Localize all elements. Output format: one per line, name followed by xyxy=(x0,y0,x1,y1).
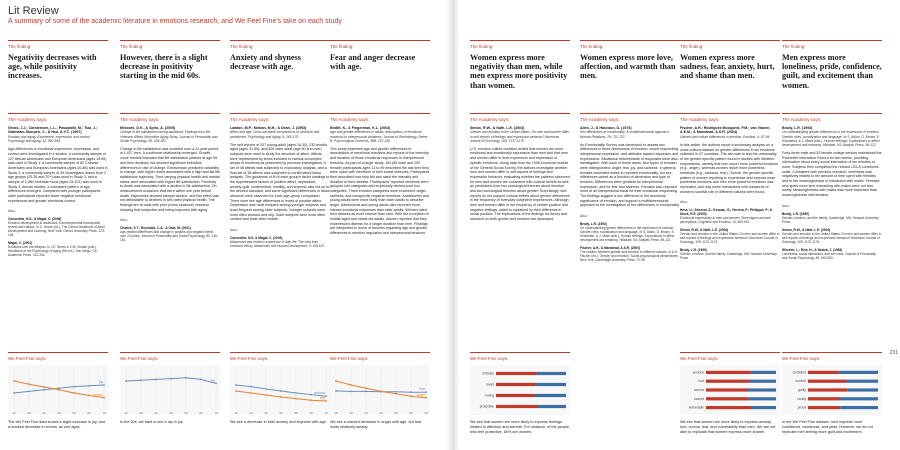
academy-label: The Academy says: xyxy=(230,117,270,122)
wff-chart xyxy=(330,365,430,415)
book-gutter xyxy=(446,0,460,450)
finding-rule xyxy=(120,40,220,41)
academy-rule xyxy=(8,113,108,114)
wff-rule xyxy=(230,352,330,353)
finding-headline: Negativity decreases with age, while positivity increases. xyxy=(8,53,97,81)
chart-category-label: proud xyxy=(797,405,806,410)
chart-point xyxy=(425,397,427,399)
chart-x-tick: 70 xyxy=(324,411,328,415)
also-reference-heading: Magai, C. (2001) xyxy=(8,241,33,246)
chart-bar-women xyxy=(706,380,749,383)
chart-point xyxy=(280,396,282,398)
chart-point xyxy=(295,398,297,400)
also-reference-text: Gender, emotion, and the family. Cambridge, MA: Harvard University Press. xyxy=(782,215,879,224)
chart-x-tick: 70 xyxy=(214,411,218,415)
also-reference-text: Gender, emotion, and the family. Cambridge, MA: Harvard University Press. xyxy=(680,252,777,261)
chart-point xyxy=(365,387,367,389)
abstract-text: Change in life satisfaction was modeled over a 22-year period in 1,927 men. A curvilinear relationship emerged. Growth-curve models indicated that life satisfaction peaked at age 65 and then declined, but showed significant individual differences in rate of change. Extraversion predicted variability in change, with higher levels associated with a high and flat life satisfaction trajectory. Time-varying physical health and marital status were associated with higher life satisfaction. Proximity to death was associated with a decline in life satisfaction. On measurement occasions that were within one year before death, trajectories showed steeper decline, and this effect was not attributable to declines in self-rated physical health. The findings are at odds with prior (cross-sectional) research showing that subjective well-being improves with aging. xyxy=(120,146,220,212)
finding-headline: Fear and anger decrease with age. xyxy=(330,53,416,72)
wff-chart xyxy=(8,365,108,415)
also-reference-heading: Brody, L.R. (1999) xyxy=(782,211,809,216)
chart-x-tick: 60 xyxy=(87,411,91,415)
chart-background xyxy=(120,365,220,415)
reference-heading: Fischer, A.H.; Rodriguez Mosquera, P.M.; van Vianen, A.E.M.; & Manstead, A.S.R. (2004) xyxy=(680,126,771,135)
finding-headline: Anxiety and shyness decrease with age. xyxy=(230,53,301,72)
finding-label: The finding: xyxy=(680,44,704,49)
abstract-text: An Emotionality Survey was developed to assess sex differences in three dimensions of emotion: covert responding, interpersonal expression, and attitudes toward responses and expressions. Situational determinants of responses were also investigated. With each of these areas, four types of emotion were distinguished: anger, fear, joy, and sadness. In general, females exceeded males in reported emotionality, but sex differences varied as a function of dimension and type of emotion. Differences were greatest for interpersonal expression, and for fear and sadness. Females also reported more of an interpersonal basis for their emotional responding. The findings suggest a sex difference in the functional significance of emotion, and support a multidimensional approach to the investigation of sex differences in emotionality. xyxy=(580,142,680,208)
chart-x-tick: 30 xyxy=(264,411,268,415)
chart-bar-women xyxy=(706,406,752,409)
chart-bar-men xyxy=(847,388,878,391)
wff-chart xyxy=(470,365,570,415)
abstract-text: Age differences in emotional experience, expression, and control were investigated in 4 studies. A community sample of 127 African Americans and European Americans (ages 19-96) was used in Study 1; a community sample of 82 Chinese Americans and European Americans (ages 20-85) was used in Study 2; a community sample of 49 Norwegians drawn from 2 age groups (20-35 and 70+) was used in Study 3; and a sample of 1,080 American nuns (ages 24-101) was used in Study 4. Across studies, a consistent pattern of age differences emerged. Compared with younger participants, older participants reported fewer negative emotional experiences and greater emotional control. xyxy=(8,147,108,203)
chart-point xyxy=(410,391,412,393)
reference-citation: Emotion and aging: Experience, expression, and control. Psychology and Aging, 12: 590-599. xyxy=(8,134,91,144)
chart-bar-men xyxy=(748,388,776,391)
chart-point xyxy=(235,390,237,392)
chart-bar-women xyxy=(496,405,538,408)
chart-point xyxy=(13,392,15,394)
finding-rule xyxy=(470,40,570,41)
chart-background xyxy=(330,365,430,415)
finding-column xyxy=(782,40,882,450)
wff-chart xyxy=(120,365,220,415)
finding-label: The finding: xyxy=(120,44,144,49)
chart-series-label: sorrow xyxy=(93,392,103,397)
wff-rule xyxy=(8,352,108,353)
finding-rule xyxy=(580,40,680,41)
chart-x-tick: 40 xyxy=(379,411,383,415)
chart-point xyxy=(28,391,30,393)
chart-point xyxy=(73,392,75,394)
wff-block xyxy=(8,352,108,430)
finding-headline: Men express more loneliness, pride, confidence, guilt, and excitement than women. xyxy=(782,53,882,90)
wff-label: We Feel Fine says: xyxy=(230,356,269,361)
also-reference-text: Gender and emotion in the United States: Do men and women differ in self-reports of feelings and expressive behavior? American Journal of Sociology, 109: 1137-1176. xyxy=(680,232,780,245)
chart-bar-men xyxy=(847,380,879,383)
chart-category-label: loving xyxy=(485,393,494,398)
also-reference-heading: Fischer, A.H., & Manstead, A.S.R. (2000) xyxy=(580,246,640,251)
also-reference-heading: Consedine, N.S., & Magai, C. (2006) xyxy=(8,217,62,222)
wff-caption: In the 60s, we start to see a dip in joy. xyxy=(120,420,184,424)
reference-heading: Gross, J.J.; Carstensen, L.L.; Pasupathi, M.; Tsai, J.; Gøtestam Skorpen, C.; & Hsu, A.Y.C. (1997) xyxy=(8,126,98,135)
reference-citation: Affect and age: Cross-sectional comparisons of structure and prevalence. Psychology and Aging, 8: 165-175. xyxy=(230,130,320,139)
wff-rule xyxy=(470,352,570,353)
reference-heading: Simon, R.W., & Nath, L.E. (2004) xyxy=(470,126,525,130)
chart-x-tick: 50 xyxy=(72,411,76,415)
also-reference-heading: Wheeler, L.; Reis, H.; & Nezlek, J. (1983) xyxy=(782,247,843,252)
also-reference-heading: Charles, S.T.; Reynolds, C.A.; & Gatz, M. (2001) xyxy=(120,226,191,231)
chart-bar-men xyxy=(535,394,567,397)
chart-bar-women xyxy=(808,371,839,374)
finding-column xyxy=(330,40,430,450)
finding-headline: Women express more negativity than men, while men express more positivity than women. xyxy=(470,53,568,90)
also-reference-heading: Simon, R.W., & Nath, L.E. (2004) xyxy=(680,228,729,233)
chart-point xyxy=(335,390,337,392)
chart-category-label: scared xyxy=(694,396,704,401)
wff-caption: We see that women are more likely to express anxiety, hurt, sorrow, fear, and vulnerability than men. We are not able to replicate that women express more shame. xyxy=(680,420,776,434)
chart-bar-men xyxy=(749,380,776,383)
wff-label: We Feel Fine says: xyxy=(470,356,509,361)
chart-point xyxy=(265,388,267,390)
also-reference xyxy=(680,208,780,224)
academy-rule xyxy=(580,113,680,114)
chart-x-tick: 10 xyxy=(12,411,16,415)
chart-point xyxy=(380,391,382,393)
chart-point xyxy=(395,391,397,393)
chart-point xyxy=(295,392,297,394)
chart-series-label: joy xyxy=(210,378,215,383)
reference-heading: Allen, J., & Haccoun, D. (1976) xyxy=(580,126,632,130)
finding-rule xyxy=(680,40,780,41)
finding-column xyxy=(120,40,220,450)
also-label: Also: xyxy=(782,203,790,208)
wff-rule xyxy=(120,352,220,353)
chart-x-tick: 30 xyxy=(154,411,158,415)
wff-block xyxy=(330,352,430,430)
chart-x-tick: 10 xyxy=(234,411,238,415)
chart-category-label: intimate xyxy=(482,371,494,376)
chart-x-tick: 20 xyxy=(349,411,353,415)
wff-rule xyxy=(330,352,430,353)
chart-point xyxy=(88,395,90,397)
chart-bar-men xyxy=(538,405,566,408)
chart-x-tick: 10 xyxy=(334,411,338,415)
academy-rule xyxy=(470,113,570,114)
finding-label: The finding: xyxy=(8,44,32,49)
academy-label: The Academy says: xyxy=(680,117,720,122)
chart-category-label: protective xyxy=(479,404,494,409)
chart-point xyxy=(58,389,60,391)
also-reference-text: Age-related differences and change in positive and negative affect over 23 years. Journal of Personality and Social Psychology, 80: 136-151. xyxy=(120,230,218,243)
finding-rule xyxy=(8,40,108,41)
academy-label: The Academy says: xyxy=(580,117,620,122)
also-reference-text: On understanding gender differences in the expression of emotion: Gender roles, socialization and language. In S. Ablon, D. Brown, E. Khantzian, & J. Mack (eds.), Human feelings: Explorations in affect development and meaning. Hillsdale, NJ: Analytic Press. 89-121. xyxy=(580,226,675,243)
finding-column xyxy=(680,40,780,450)
chart-bar-women xyxy=(808,388,847,391)
academy-label: The Academy says: xyxy=(8,117,48,122)
finding-column xyxy=(470,40,570,450)
chart-x-tick: 50 xyxy=(184,411,188,415)
wff-rule xyxy=(782,352,882,353)
chart-bar-men xyxy=(840,397,879,400)
chart-point xyxy=(58,387,60,389)
also-reference xyxy=(782,228,882,244)
finding-rule xyxy=(230,40,330,41)
chart-point xyxy=(215,383,217,385)
chart-bar-women xyxy=(808,397,840,400)
wff-block xyxy=(230,352,330,425)
academy-label: The Academy says: xyxy=(330,117,370,122)
also-reference xyxy=(580,246,680,262)
chart-category-label: hurt xyxy=(698,379,704,384)
chart-point xyxy=(335,380,337,382)
also-label: Also: xyxy=(8,209,16,214)
academy-rule xyxy=(782,113,882,114)
finding-label: The finding: xyxy=(230,44,254,49)
chart-category-label: confident xyxy=(792,370,806,375)
chart-series-label: anxious xyxy=(314,391,325,396)
finding-label: The finding: xyxy=(470,44,494,49)
chart-series-label: joy xyxy=(98,380,103,384)
finding-label: The finding: xyxy=(782,44,806,49)
finding-column xyxy=(580,40,680,450)
chart-x-tick: 60 xyxy=(309,411,313,415)
also-reference-text: Emotional expressivity in men and women: Stereotypes and self-perceptions. Cognition and Emotion, 14: 609-642. xyxy=(680,216,772,225)
chart-bar-men xyxy=(536,383,566,386)
finding-label: The finding: xyxy=(580,44,604,49)
chart-x-tick: 30 xyxy=(42,411,46,415)
chart-bar-men xyxy=(749,397,776,400)
also-label: Also: xyxy=(680,200,688,205)
also-reference-text: Emotions over the lifespan. In J.E. Birren & K.W. Schaie (eds.), Handbook of the Psychology of Aging (5th ed.). San Diego, CA: Academic Press. 310-344. xyxy=(8,245,98,258)
also-reference xyxy=(120,226,220,242)
also-label: Also: xyxy=(120,218,128,223)
chart-x-tick: 60 xyxy=(409,411,413,415)
chart-category-label: lonely xyxy=(797,396,806,401)
chart-point xyxy=(103,384,105,386)
reference-heading: Brody, L.R. (1993) xyxy=(782,126,813,130)
reference-heading: Lawton, M.P.; Kleban, M.H.; & Dean, J. (1993) xyxy=(230,126,307,130)
also-reference-heading: Consedine, N.S. & Magai, C. (2003) xyxy=(230,236,283,241)
wff-block xyxy=(470,352,570,435)
chart-point xyxy=(43,386,45,388)
chart-point xyxy=(425,391,427,393)
chart-category-label: vulnerable xyxy=(688,405,704,410)
chart-bar-women xyxy=(496,372,537,375)
chart-point xyxy=(325,395,327,397)
also-reference-heading: Hess, U.; Senecal, S.; Kirouac, G.; Herrera, P.; Philippot, P.; & Kleck, R.E. (2000) xyxy=(680,208,773,217)
wff-chart xyxy=(782,365,882,415)
chart-point xyxy=(265,394,267,396)
page-title: Lit Review xyxy=(8,5,59,17)
chart-point xyxy=(250,386,252,388)
wff-caption: We see a marked decrease in anger with age, but fear holds relatively steady. xyxy=(330,420,422,429)
chart-point xyxy=(350,384,352,386)
also-reference xyxy=(680,228,780,244)
reference-citation: Gender and culture differences in emotion. Emotion, 4: 87-94. xyxy=(680,134,771,139)
chart-bar-women xyxy=(706,388,748,391)
wff-block xyxy=(680,352,780,435)
finding-headline: However, there is a slight decrease in positivity starting in the mid 60s. xyxy=(120,53,208,81)
chart-bar-men xyxy=(752,406,777,409)
chart-x-tick: 30 xyxy=(364,411,368,415)
chart-point xyxy=(88,385,90,387)
chart-point xyxy=(170,378,172,380)
academy-label: The Academy says: xyxy=(782,117,822,122)
chart-x-tick: 50 xyxy=(294,411,298,415)
wff-label: We Feel Fine says: xyxy=(120,356,159,361)
wff-rule xyxy=(680,352,780,353)
academy-rule xyxy=(680,113,780,114)
chart-bar-women xyxy=(706,371,751,374)
chart-x-tick: 20 xyxy=(139,411,143,415)
wff-label: We Feel Fine says: xyxy=(8,356,47,361)
chart-point xyxy=(395,393,397,395)
chart-point xyxy=(325,400,327,402)
wff-caption: The We Feel Fine data shows a slight increase in joy, and a marked decrease in sorrow, as one ages. xyxy=(8,420,105,429)
chart-category-label: guilty xyxy=(798,388,806,392)
chart-point xyxy=(235,384,237,386)
finding-rule xyxy=(782,40,882,41)
chart-bar-men xyxy=(751,371,776,374)
chart-bar-women xyxy=(706,397,749,400)
chart-point xyxy=(185,377,187,379)
chart-x-tick: 10 xyxy=(124,411,128,415)
also-reference-text: Emotion development in adulthood: A developmental functionalist review and critique. In C. Hoare (ed.), The Oxford Handbook of Adult Development and Learning. New York: Oxford University Press. 123-148. xyxy=(8,221,105,238)
chart-point xyxy=(155,379,157,381)
also-label: Also: xyxy=(230,228,238,233)
chart-x-tick: 40 xyxy=(279,411,283,415)
chart-bar-men xyxy=(840,406,878,409)
wff-caption: We see that women are more likely to express feelings related to affection and warmth. For instance, of the people who feel protective, 60% are women. xyxy=(470,420,570,434)
also-reference xyxy=(8,217,108,237)
abstract-text: The self-reports of 207 young-adult (ages 18-30), 232 middle-aged (ages 31-59), and 828 older-adult (age 60 and over) subjects were used to study the structure of affect. Affects were represented by terms included in various circumplex arrays of emotions as presented by previous investigators. A set of 48 affects was subjected to exploratory analysis, and a final set of 38 affects was subjected to confirmatory factor analysis. The goodness of fit of each group's factor loadings to the hypothesized factors of positive affect, depression, anxiety-guilt, contentment, hostility, and shyness was not up to the desired standard, and some significant differences in factor structure were observed for each age-group comparison. There were few age differences in levels of positive affect. Depression was most frequent among younger subjects and least frequent among older subjects. Younger subjects were most often anxious and shy. Older subjects were most often content and least often hostile. xyxy=(230,142,330,222)
also-reference xyxy=(580,222,680,242)
finding-headline: Women express more love, affection, and warmth than men. xyxy=(580,53,676,81)
chart-bar-men xyxy=(537,372,566,375)
reference-heading: Mroczek, D.K., & Spiro, A. (2005) xyxy=(120,126,176,130)
finding-label: The finding: xyxy=(330,44,354,49)
reference-citation: Sex differences in emotionality: A multidimensional approach. Human Relations, 29: 711-722. xyxy=(580,130,670,139)
chart-x-tick: 20 xyxy=(27,411,31,415)
chart-series-label: shy xyxy=(320,396,325,400)
abstract-text: Forty-three male and 53 female college seniors maintained the Rochester Interaction Record for two weeks, providing information about every social interaction of ten minutes or more. Subjects then completed the revised UCLA Loneliness scale. Consistent with previous research, loneliness was negatively related to the amount of time spent with females and to the meaningfulness of interaction with males. Females who spent more time interacting with males were not less lonely. Meaningfulness with males was more important than meaningfulness with females. xyxy=(782,150,882,197)
also-reference-text: Loneliness, social interaction, and sex roles. Journal of Personality and Social Psychology, 45: 943-953. xyxy=(782,251,876,260)
also-label: Also: xyxy=(580,214,588,219)
chart-bar-women xyxy=(496,394,535,397)
reference-citation: Age and gender differences in adults' descriptions of emotional reactions to interpersonal problems. Journal of Gerontology, Series B: Psychological Sciences, 58B: 237-245. xyxy=(330,130,428,143)
also-reference-heading: Brody, L.R. (1999) xyxy=(680,248,707,253)
chart-point xyxy=(140,379,142,381)
chart-point xyxy=(200,379,202,381)
chart-point xyxy=(125,380,127,382)
chart-point xyxy=(350,391,352,393)
chart-x-tick: 20 xyxy=(249,411,253,415)
reference-heading: Birditt, K., & Fingerman, K.L. (2003) xyxy=(330,126,391,130)
also-reference xyxy=(230,236,330,248)
chart-point xyxy=(310,399,312,401)
wff-label: We Feel Fine says: xyxy=(330,356,369,361)
wff-label: We Feel Fine says: xyxy=(782,356,821,361)
abstract-text: This study examines age and gender differences in descriptions of emotional reactions and reports of the intensity and duration of those emotional responses to interpersonal tensions. As part of a larger study, 184 (85 male and 100 female) participants aged 13 to 99 described the last time they were upset with members of their social networks. Participants then described how they felt and rated the intensity and duration of their distress. Participants' reported emotions were grouped into categories and empirically derived post hoc categories. Three emotion categories were examined: anger, sadness, and nonspecific negative emotions. Adolescents and young adults were more likely than older adults to describe anger. Adolescents and young adults also reported more intense emotional responses than older adults. Women rated their distress as more intense than men. With the exception of middle-aged and oldest-old adults, women reported that they experienced distress for a longer duration than men. Findings are interpreted in terms of theories regarding age and gender differences in emotion regulation and interpersonal tensions. xyxy=(330,146,430,235)
wff-chart xyxy=(680,365,780,415)
also-reference-text: Attachment and emotion experience in later life: The view from emotions theory. Attachment and Human Development, 5: 165-187. xyxy=(230,240,326,249)
also-reference xyxy=(782,248,882,260)
chart-point xyxy=(410,395,412,397)
finding-column xyxy=(8,40,108,450)
chart-category-label: loved xyxy=(486,382,494,387)
chart-x-tick: 40 xyxy=(169,411,173,415)
also-reference-text: The relation between gender and emotion in different cultures. In A.H. Fischer (ed.), Gender and emotion: Social psychological perspectives. New York: Cambridge University Press. 71-98. xyxy=(580,250,679,263)
also-reference xyxy=(680,248,780,260)
also-reference xyxy=(8,241,108,257)
finding-headline: Women express more sadness, fear, anxiety, hurt, and shame than men. xyxy=(680,53,775,81)
chart-background xyxy=(230,365,330,415)
page-number: 231 xyxy=(889,350,898,356)
chart-bar-women xyxy=(496,383,536,386)
chart-point xyxy=(280,390,282,392)
chart-x-tick: 40 xyxy=(57,411,61,415)
reference-citation: Gender and emotion in the United States: Do men and women differ in self-reports of feelings and expressive behavior? American Journal of Sociology, 109: 1137-1176. xyxy=(470,130,570,143)
academy-rule xyxy=(120,113,220,114)
wff-block xyxy=(120,352,220,425)
wff-label: We Feel Fine says: xyxy=(680,356,719,361)
academy-rule xyxy=(230,113,330,114)
chart-bar-women xyxy=(808,406,840,409)
reference-citation: Change in life satisfaction during adulthood: Findings from the Veterans Affairs Normative Aging Study. Journal of Personality and Social Psychology, 88: 189-202. xyxy=(120,130,218,143)
chart-point xyxy=(310,394,312,396)
wff-chart xyxy=(230,365,330,415)
chart-category-label: anxious xyxy=(692,370,704,375)
chart-x-tick: 70 xyxy=(424,411,428,415)
chart-point xyxy=(250,392,252,394)
finding-rule xyxy=(330,40,430,41)
finding-column xyxy=(230,40,330,450)
chart-series-label: fear xyxy=(419,387,425,392)
also-reference-heading: Brody, L.R. (1993) xyxy=(580,222,607,227)
also-reference xyxy=(782,212,882,224)
chart-category-label: excited xyxy=(795,379,806,384)
academy-label: The Academy says: xyxy=(120,117,160,122)
chart-point xyxy=(13,380,15,382)
abstract-text: U.S. emotion culture contains beliefs that women are more emotional and emotionally expressive than men and that men and women differ in their experience and expression of specific emotions. Using data from the 1996 emotions module of the General Social Survey, the authors investigate whether men and women differ in self-reports of feelings and expressive behavior, evaluating whether the patterns observed for men and women are consistent with cultural beliefs as well as predictions from two sociological theories about emotion and two sociological theories about gender. Surprisingly, self-reports do not support cultural beliefs about gender differences in the frequency of everyday subjective experiences. Although men and women differ in the frequency of certain positive and negative feelings, which is explained by their difference in social position. The implications of the findings for theory and research on both gender and emotion are discussed. xyxy=(470,146,570,221)
chart-point xyxy=(365,391,367,393)
chart-point xyxy=(103,397,105,399)
chart-x-tick: 50 xyxy=(394,411,398,415)
wff-caption: In the We Feel Fine dataset, men express more confidence, loneliness, and pride. However, we do not replicate men feeling more guilt and excitement. xyxy=(782,420,873,434)
chart-x-tick: 60 xyxy=(199,411,203,415)
wff-caption: We see a decrease in both anxiety and shyness with age. xyxy=(230,420,327,424)
also-reference-text: Gender and emotion in the United States: Do men and women differ in self-reports of feelings and expressive behavior? American Journal of Sociology, 109: 1137-1176. xyxy=(782,231,882,244)
chart-point xyxy=(28,383,30,385)
wff-block xyxy=(782,352,882,435)
chart-category-label: sorrow xyxy=(694,388,704,392)
chart-series-label: anger xyxy=(416,392,425,397)
abstract-text: In this article, the authors report a secondary analysis on a cross-cultural dataset on gender differences in six emotions collected in 37 countries. The aim was to test the universality of the gender-specific pattern found in studies with Western respondents, namely that men report more powerful emotions (e.g., anger), whereas women report more powerless emotions (e.g., sadness, fear). Overall, the gender-specific pattern of women reporting to experience and express more powerless emotions and men more powerful emotions was replicated, and only some interactions with measures of women's societal role in different cultures were found. xyxy=(680,143,779,194)
also-reference-heading: Simon, R.W., & Nath, L.E. (2004) xyxy=(782,227,831,232)
chart-point xyxy=(43,389,45,391)
chart-bar-men xyxy=(839,371,878,374)
page-subtitle: A summary of some of the academic literature in emotions research, and We Feel Fine's take on each study xyxy=(8,18,342,25)
chart-x-tick: 70 xyxy=(102,411,106,415)
reference-citation: On understanding gender differences in the expression of emotion. Gender roles, socialization and language. In S. Ablon, D. Brown, E. Khantzian, & J. Mack (eds.), Human feelings: Explorations in affect development and meaning. Hillsdale, NJ: Analytic Press. 89-121. xyxy=(782,130,880,147)
academy-label: The Academy says: xyxy=(470,117,510,122)
academy-rule xyxy=(330,113,430,114)
chart-bar-women xyxy=(808,380,847,383)
chart-point xyxy=(73,386,75,388)
